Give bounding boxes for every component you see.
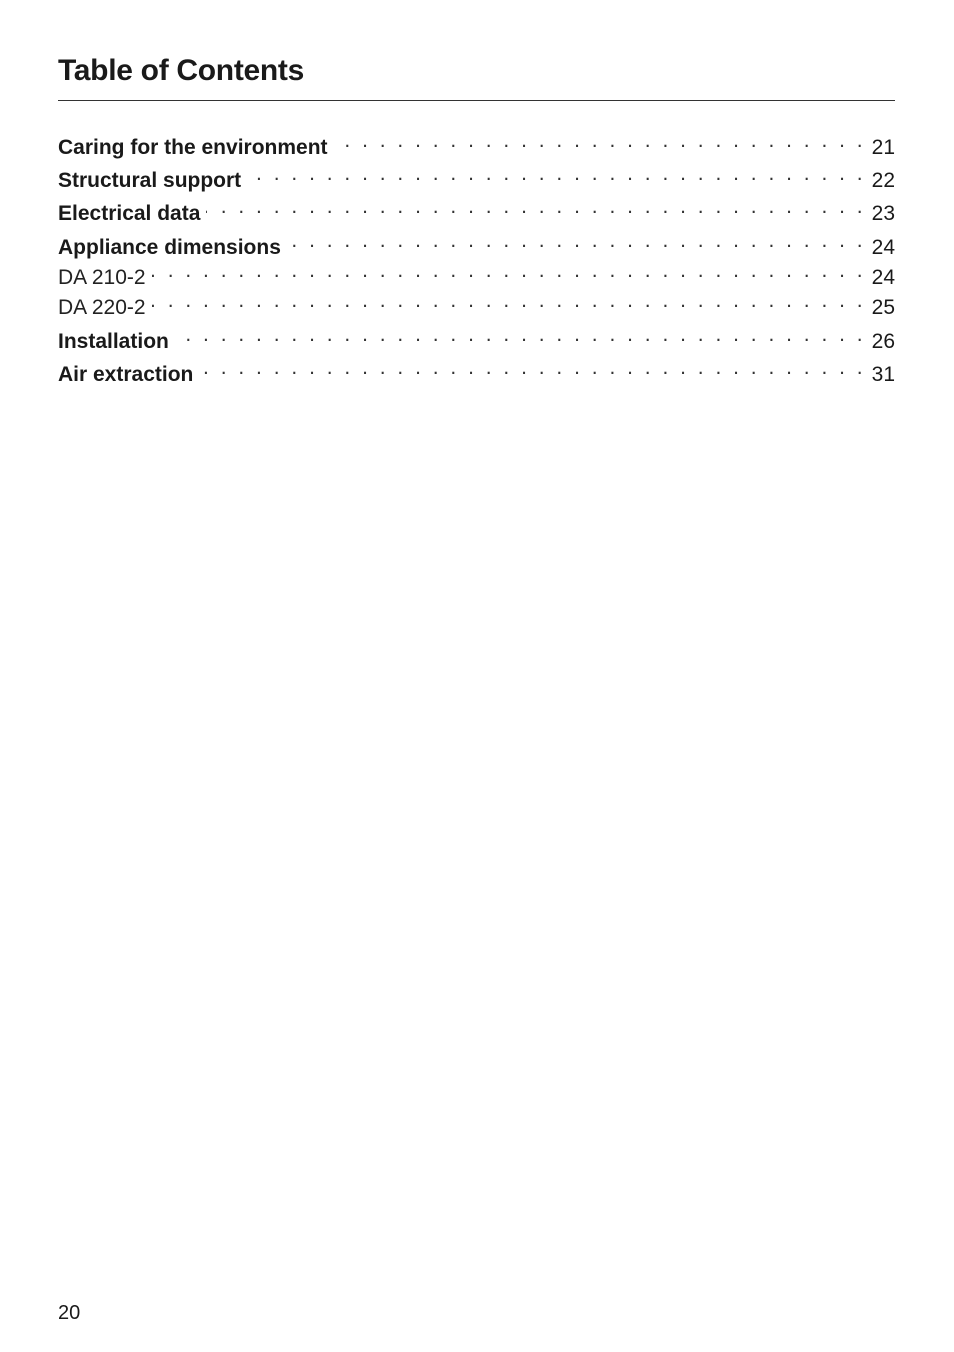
toc-entry-page: 23 (871, 202, 895, 225)
toc-entry-page: 25 (871, 296, 895, 319)
toc-leader-dots (152, 258, 866, 284)
toc-entry-page: 24 (871, 236, 895, 259)
toc-entry-da-210-2[interactable] (58, 258, 895, 289)
toc-leader-dots (152, 288, 866, 314)
toc-entry-label: Structural support (58, 169, 242, 192)
toc-leader-dots (247, 161, 865, 187)
toc-leader-dots (287, 228, 866, 254)
toc-entry-caring-for-the-environment[interactable] (58, 128, 895, 159)
toc-leader-dots (175, 322, 866, 348)
toc-entry-page: 22 (871, 169, 895, 192)
toc-leader-dots (199, 355, 865, 381)
page-title: Table of Contents (58, 54, 305, 87)
toc-entry-page: 24 (871, 266, 895, 289)
toc-entry-label: Appliance dimensions (58, 236, 281, 259)
toc-entry-label: Installation (58, 330, 169, 353)
toc-entry-label: DA 210-2 (58, 266, 146, 289)
toc-entry-electrical-data[interactable] (58, 194, 895, 225)
toc-entry-page: 31 (871, 363, 895, 386)
toc-entry-label: DA 220-2 (58, 296, 146, 319)
toc-entry-page: 26 (871, 330, 895, 353)
toc-entry-label: Caring for the environment (58, 136, 328, 159)
page-number: 20 (58, 1302, 81, 1324)
toc-entry-page: 21 (871, 136, 895, 159)
toc-entry-label: Air extraction (58, 363, 194, 386)
toc-entry-air-extraction[interactable] (58, 355, 895, 386)
toc-leader-dots (206, 194, 865, 220)
title-divider (58, 100, 895, 101)
toc-leader-dots (334, 128, 866, 154)
toc-entry-structural-support[interactable] (58, 161, 895, 192)
toc-entry-installation[interactable] (58, 322, 895, 353)
toc-entry-da-220-2[interactable] (58, 288, 895, 319)
toc-entry-label: Electrical data (58, 202, 201, 225)
toc-entry-appliance-dimensions[interactable] (58, 228, 895, 259)
